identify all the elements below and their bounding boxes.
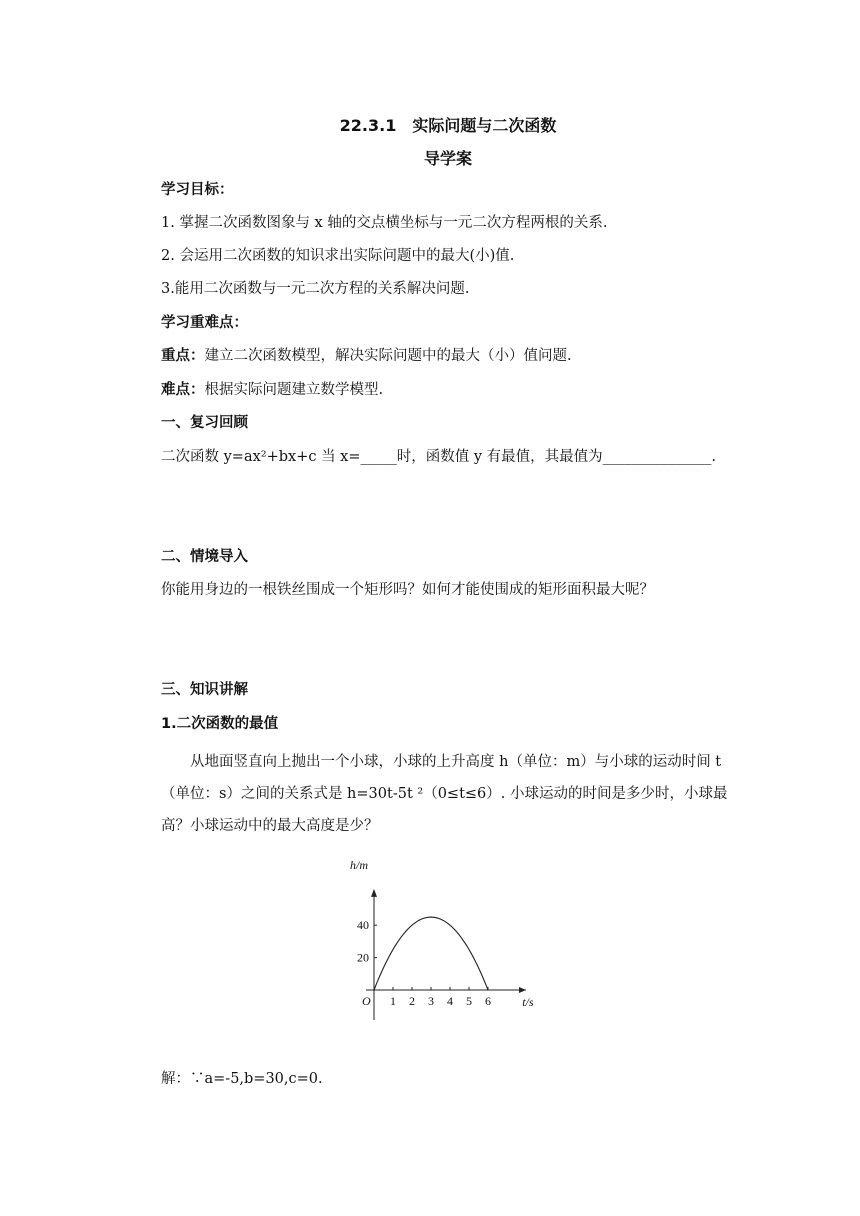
solution-line: 解：∵a=-5,b=30,c=0. <box>161 1071 323 1087</box>
goal-item-1: 1. 掌握二次函数图象与 x 轴的交点横坐标与一元二次方程两根的关系. <box>161 215 608 231</box>
x-axis-arrow <box>519 987 526 993</box>
goal-item-3: 3.能用二次函数与一元二次方程的关系解决问题. <box>161 281 470 297</box>
key-point-label: 重点： <box>161 348 205 364</box>
y-axis-label: h/m <box>350 858 368 872</box>
y-tick-label: 40 <box>357 918 369 933</box>
x-tick-label: 1 <box>390 994 396 1008</box>
intro-question: 你能用身边的一根铁丝围成一个矩形吗？如何才能使围成的矩形面积最大呢？ <box>161 582 654 598</box>
x-tick-label: 6 <box>485 994 491 1008</box>
height-time-chart <box>340 852 550 1027</box>
origin-label: O <box>362 994 371 1008</box>
problem-paragraph: 从地面竖直向上抛出一个小球，小球的上升高度 h（单位：m）与小球的运动时间 t（单位：s）之间的关系式是 h=30t-5t ²（0≤t≤6）. 小球运动的时间是多少时，小球最高？小球运动中的最大高度是少？ <box>161 754 728 834</box>
parabola-series-line <box>374 917 488 990</box>
x-tick-label: 5 <box>466 994 472 1008</box>
x-tick-label: 4 <box>447 994 453 1008</box>
difficulty-text: 根据实际问题建立数学模型. <box>204 382 384 398</box>
goal-item-2: 2. 会运用二次函数的知识求出实际问题中的最大(小)值. <box>161 248 515 264</box>
goals-heading: 学习目标： <box>161 182 234 198</box>
y-axis-arrow <box>371 889 377 897</box>
review-question: 二次函数 y=ax²+bx+c 当 x=_____时，函数值 y 有最值，其最值为_______________. <box>161 449 717 465</box>
subsection-extremum-heading: 1.二次函数的最值 <box>161 716 279 732</box>
section-intro-heading: 二、情境导入 <box>161 549 248 565</box>
key-point-text: 建立二次函数模型，解决实际问题中的最大（小）值问题. <box>204 348 572 364</box>
difficulty-line <box>161 380 383 400</box>
x-tick-label: 3 <box>428 994 434 1008</box>
y-tick-label: 20 <box>357 950 369 965</box>
document-subtitle: 导学案 <box>423 149 472 168</box>
x-tick-label: 2 <box>409 994 415 1008</box>
section-review-heading: 一、复习回顾 <box>161 415 248 431</box>
difficulty-label: 难点： <box>161 382 205 398</box>
key-point-line <box>161 346 572 366</box>
document-title: 22.3.1 实际问题与二次函数 <box>339 116 557 135</box>
focus-heading: 学习重难点： <box>161 315 248 331</box>
x-axis-label: t/s <box>522 995 534 1009</box>
section-knowledge-heading: 三、知识讲解 <box>161 682 248 698</box>
